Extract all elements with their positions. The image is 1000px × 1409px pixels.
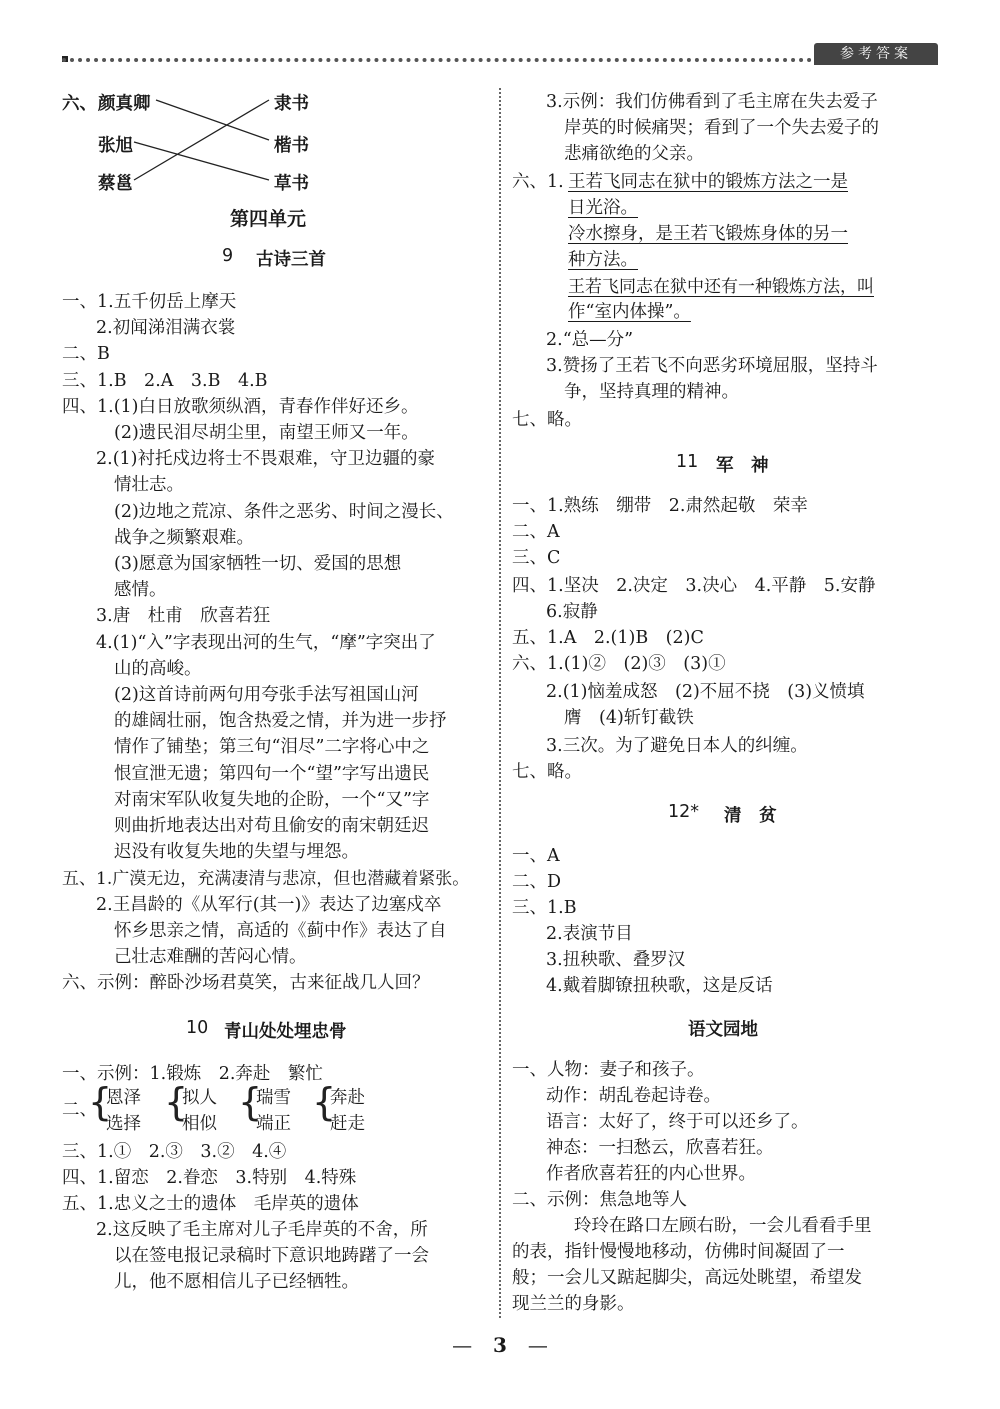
l10-line: 儿，他不愿相信儿子已经牺牲。 — [114, 1272, 359, 1292]
garden-line: 动作：胡乱卷起诗卷。 — [546, 1086, 721, 1106]
l9-line: 己壮志难酬的苦闷心情。 — [114, 947, 307, 967]
page-dash-left: — — [452, 1333, 473, 1357]
brace-icon: { — [164, 1080, 189, 1124]
underlined-answer: 王若飞同志在狱中的锻炼方法之一是 — [568, 172, 848, 192]
l9-line: 2.王昌龄的《从军行(其一)》表达了边塞戍卒 — [96, 895, 442, 915]
l11-line: 七、略。 — [512, 762, 582, 782]
lesson11-number: 11 — [676, 452, 699, 472]
underlined-answer: 作“室内体操”。 — [568, 302, 691, 322]
garden-line: 作者欣喜若狂的内心世界。 — [546, 1164, 756, 1184]
l9-line: 情作了铺垫；第三句“泪尽”二字将心中之 — [114, 737, 430, 757]
match-line-3 — [134, 100, 269, 180]
l9-line: 迟没有收复失地的失望与埋怨。 — [114, 842, 359, 862]
r-line: 悲痛欲绝的父亲。 — [564, 144, 704, 164]
l9-line: 怀乡思亲之情，高适的《蓟中作》表达了自 — [114, 921, 447, 941]
l10-line: 以在签电报记录稿时下意识地踌躇了一会 — [114, 1246, 429, 1266]
lesson11-title: 军 神 — [716, 456, 769, 476]
six-label: 六、1. — [512, 172, 564, 192]
l10-line: 三、1.① 2.③ 3.② 4.④ — [62, 1142, 287, 1162]
l11-line: 3.三次。为了避免日本人的纠缠。 — [546, 736, 808, 756]
match-left-1: 颜真卿 — [98, 94, 151, 114]
column-divider — [499, 88, 501, 1318]
l11-line: 二、A — [512, 522, 560, 542]
l9-line: (2)边地之荒凉、条件之恶劣、时间之漫长、 — [114, 502, 454, 522]
l11-line: 四、1.坚决 2.决定 3.决心 4.平静 5.安静 — [512, 576, 876, 596]
page-number — [0, 1333, 1000, 1357]
header-badge: 参考答案 — [814, 43, 938, 65]
garden-line: 般；一会儿又踮起脚尖，高远处眺望，希望发 — [512, 1268, 862, 1288]
l11-line: 五、1.A 2.(1)B (2)C — [512, 628, 704, 648]
l9-line: 四、1.(1)白日放歌须纵酒，青春作伴好还乡。 — [62, 397, 419, 417]
l11-line: 2.(1)恼羞成怒 (2)不屈不挠 (3)义愤填 — [546, 682, 865, 702]
garden-line: 语言：太好了，终于可以还乡了。 — [546, 1112, 809, 1132]
l10-line: 一、示例：1.锻炼 2.奔赴 繁忙 — [62, 1064, 323, 1084]
pairs-label: 二、 — [62, 1100, 97, 1120]
l12-line: 2.表演节目 — [546, 924, 633, 944]
l9-line: 五、1.广漠无边，充满凄清与悲凉，但也潜藏着紧张。 — [62, 869, 470, 889]
l9-line: (2)这首诗前两句用夸张手法写祖国山河 — [114, 685, 419, 705]
garden-line: 一、人物：妻子和孩子。 — [512, 1060, 705, 1080]
l11-line: 6.寂静 — [546, 602, 598, 622]
r-line: 3.示例：我们仿佛看到了毛主席在失去爱子 — [546, 92, 878, 112]
l12-line: 一、A — [512, 846, 560, 866]
pair-word: 赶走 — [330, 1114, 365, 1134]
matching-label: 六、 — [62, 94, 97, 114]
l9-line: 三、1.B 2.A 3.B 4.B — [62, 371, 268, 391]
l9-line: (2)遗民泪尽胡尘里，南望王师又一年。 — [114, 423, 419, 443]
garden-line: 神态：一扫愁云，欣喜若狂。 — [546, 1138, 774, 1158]
garden-line: 的表，指针慢慢地移动，仿佛时间凝固了一 — [512, 1242, 845, 1262]
l9-line: 一、1.五千仞岳上摩天 — [62, 292, 237, 312]
l11-line: 膺 (4)斩钉截铁 — [564, 708, 694, 728]
pair-word: 选择 — [106, 1114, 141, 1134]
lesson10-title: 青山处处埋忠骨 — [224, 1022, 347, 1042]
pair-word: 奔赴 — [330, 1088, 365, 1108]
l10-line: 四、1.留恋 2.眷恋 3.特别 4.特殊 — [62, 1168, 357, 1188]
matching-lines — [62, 88, 492, 208]
l9-line: 情壮志。 — [114, 475, 184, 495]
l9-line: 六、示例：醉卧沙场君莫笑，古来征战几人回？ — [62, 973, 430, 993]
l9-line: 战争之频繁艰难。 — [114, 528, 254, 548]
match-left-2: 张旭 — [98, 136, 133, 156]
l12-line: 4.戴着脚镣扭秧歌，这是反话 — [546, 976, 773, 996]
match-right-1: 隶书 — [274, 94, 309, 114]
l11-line: 一、1.熟练 绷带 2.肃然起敬 荣幸 — [512, 496, 808, 516]
page-dash-right: — — [527, 1333, 548, 1357]
l9-line: 3.唐 杜甫 欣喜若狂 — [96, 606, 271, 626]
l10-line: 2.这反映了毛主席对儿子毛岸英的不舍，所 — [96, 1220, 428, 1240]
pair-word: 端正 — [256, 1114, 291, 1134]
l11-line: 三、C — [512, 548, 561, 568]
lesson9-number: 9 — [222, 246, 234, 266]
unit-title: 第四单元 — [230, 208, 307, 230]
r-line: 岸英的时候痛哭；看到了一个失去爱子的 — [564, 118, 879, 138]
l9-line: 山的高峻。 — [114, 659, 202, 679]
page-number-value: 3 — [493, 1333, 507, 1357]
l9-line: 4.(1)“入”字表现出河的生气，“摩”字突出了 — [96, 633, 436, 653]
brace-icon: { — [88, 1080, 113, 1124]
match-line-2 — [134, 142, 269, 180]
lesson10-number: 10 — [186, 1018, 209, 1038]
l12-line: 三、1.B — [512, 898, 577, 918]
r-line: 3.赞扬了王若飞不向恶劣环境屈服，坚持斗 — [546, 356, 878, 376]
l9-line: 则曲折地表达出对苟且偷安的南宋朝廷迟 — [114, 816, 429, 836]
underlined-answer: 冷水擦身，是王若飞锻炼身体的另一 — [568, 224, 848, 244]
lesson9-title: 古诗三首 — [256, 250, 326, 270]
l9-line: 感情。 — [114, 580, 167, 600]
pair-word: 拟人 — [182, 1088, 217, 1108]
l9-line: 二、B — [62, 344, 110, 364]
l9-line: 恨宣泄无遗；第四句一个“望”字写出遗民 — [114, 764, 430, 784]
l9-line: 对南宋军队收复失地的企盼，一个“又”字 — [114, 790, 430, 810]
match-left-3: 蔡邕 — [98, 174, 133, 194]
garden-line: 玲玲在路口左顾右盼，一会儿看看手里 — [574, 1216, 872, 1236]
lesson12-title: 清 贫 — [724, 806, 777, 826]
match-right-3: 草书 — [274, 174, 309, 194]
pair-word: 相似 — [182, 1114, 217, 1134]
l9-line: 的雄阔壮丽，饱含热爱之情，并为进一步抒 — [114, 711, 447, 731]
underlined-answer: 日光浴。 — [568, 198, 638, 218]
garden-title: 语文园地 — [688, 1020, 758, 1040]
garden-line: 现兰兰的身影。 — [512, 1294, 635, 1314]
header-dotted-rule — [62, 58, 812, 62]
pair-word: 恩泽 — [106, 1088, 141, 1108]
l10-line: 五、1.忠义之士的遗体 毛岸英的遗体 — [62, 1194, 359, 1214]
l11-line: 六、1.(1)② (2)③ (3)① — [512, 654, 726, 674]
r-line: 2.“总—分” — [546, 330, 634, 350]
lesson12-number: 12* — [668, 802, 700, 822]
l12-line: 二、D — [512, 872, 562, 892]
r-line: 争，坚持真理的精神。 — [564, 382, 739, 402]
l9-line: 2.初闻涕泪满衣裳 — [96, 318, 236, 338]
brace-icon: { — [238, 1080, 263, 1124]
garden-line: 二、示例：焦急地等人 — [512, 1190, 687, 1210]
l9-line: (3)愿意为国家牺牲一切、爱国的思想 — [114, 554, 402, 574]
l9-line: 2.(1)衬托戍边将士不畏艰难，守卫边疆的豪 — [96, 449, 435, 469]
r-line: 七、略。 — [512, 410, 582, 430]
match-right-2: 楷书 — [274, 136, 309, 156]
brace-icon: { — [312, 1080, 337, 1124]
underlined-answer: 王若飞同志在狱中还有一种锻炼方法，叫 — [568, 277, 874, 297]
l12-line: 3.扭秧歌、叠罗汉 — [546, 950, 686, 970]
underlined-answer: 种方法。 — [568, 250, 638, 270]
pair-word: 瑞雪 — [256, 1088, 291, 1108]
